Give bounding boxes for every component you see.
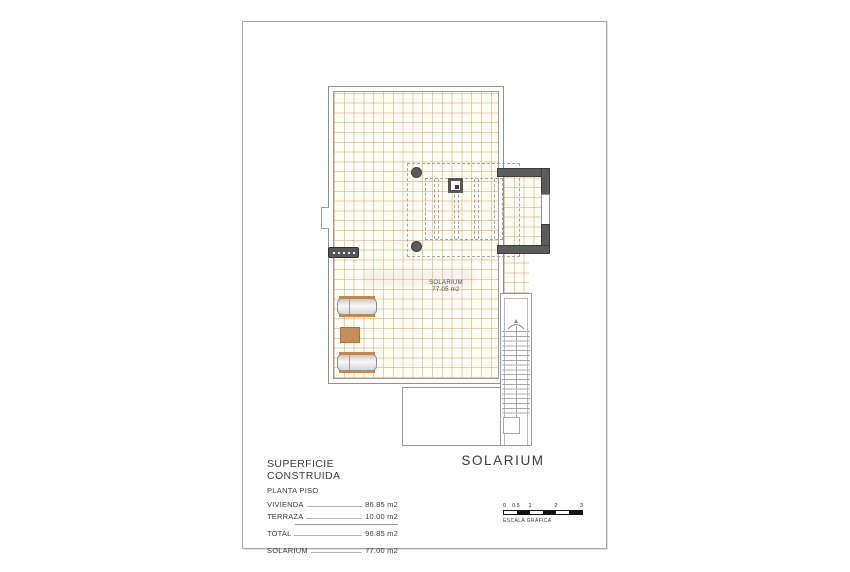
scale-bar bbox=[503, 503, 583, 524]
wall-notch bbox=[321, 207, 329, 229]
leader-line bbox=[294, 530, 362, 535]
scale-segment bbox=[569, 511, 582, 514]
stair-direction-arrow-icon bbox=[506, 318, 526, 331]
drawing-title: SOLARIUM bbox=[461, 453, 545, 468]
sum-rule bbox=[295, 524, 398, 525]
row-value: 96.85 m2 bbox=[365, 528, 398, 538]
chimney-icon bbox=[448, 178, 463, 193]
table-subtitle: PLANTA PISO bbox=[267, 486, 319, 495]
row-value: 10.00 m2 bbox=[365, 511, 398, 521]
scale-tick-labels bbox=[503, 503, 583, 510]
row-label: TOTAL bbox=[267, 528, 292, 538]
lounger-headrest-line bbox=[349, 299, 350, 314]
row-value: 86.85 m2 bbox=[365, 500, 398, 509]
scale-tick: 2 bbox=[554, 503, 558, 509]
lounger-frame-strip bbox=[339, 352, 375, 355]
sun-lounger bbox=[337, 352, 377, 373]
room-area-label bbox=[416, 280, 476, 294]
scale-tick: 0.5 bbox=[512, 503, 520, 509]
table-title: SUPERFICIE CONSTRUIDA bbox=[267, 458, 341, 482]
scale-tick: 0 bbox=[503, 503, 507, 509]
leader-line bbox=[306, 513, 362, 518]
lounger-pad bbox=[337, 298, 377, 315]
lounger-frame-strip bbox=[339, 296, 375, 299]
pergola-beam-line bbox=[434, 179, 439, 239]
scale-segment bbox=[517, 511, 530, 514]
pergola-post-icon bbox=[411, 241, 422, 252]
chimney-flue-dot bbox=[455, 185, 459, 189]
leader-line bbox=[311, 548, 362, 553]
table-row bbox=[267, 500, 398, 509]
scale-segment bbox=[504, 511, 517, 514]
lounger-pad bbox=[337, 354, 377, 371]
wall-segment-right-upper bbox=[541, 168, 550, 195]
row-label: VIVIENDA bbox=[267, 500, 304, 509]
lounger-frame-strip bbox=[339, 370, 375, 373]
sun-lounger bbox=[337, 296, 377, 317]
table-row bbox=[267, 546, 398, 555]
pergola-beam-line bbox=[474, 179, 479, 239]
staircase bbox=[500, 293, 532, 446]
room-name: SOLARIUM bbox=[429, 280, 463, 286]
lounger-frame-strip bbox=[339, 314, 375, 317]
area-table bbox=[267, 458, 398, 558]
ac-unit-slats bbox=[333, 252, 355, 254]
table-row bbox=[267, 512, 398, 521]
scale-segment bbox=[530, 511, 543, 514]
pergola-post-icon bbox=[411, 167, 422, 178]
row-label: TERRAZA bbox=[267, 511, 304, 521]
scale-bar-segments bbox=[503, 510, 583, 515]
lounger-headrest-line bbox=[349, 355, 350, 370]
scale-caption: ESCALA GRÁFICA bbox=[503, 518, 552, 524]
leader-line bbox=[307, 502, 363, 507]
wall-segment-bottom bbox=[497, 245, 550, 254]
row-value: 77.00 m2 bbox=[365, 546, 398, 555]
stair-centerline bbox=[516, 326, 517, 431]
window-opening bbox=[541, 194, 550, 225]
side-table bbox=[340, 327, 360, 343]
scale-tick: 3 bbox=[579, 503, 583, 509]
room-area: 77.05 m2 bbox=[432, 287, 460, 293]
scale-segment bbox=[556, 511, 569, 514]
scale-segment bbox=[543, 511, 556, 514]
scale-tick: 1 bbox=[528, 503, 532, 509]
table-row bbox=[267, 529, 398, 538]
ac-unit-icon bbox=[328, 247, 359, 258]
stair-landing bbox=[503, 417, 520, 434]
pergola-beam-line bbox=[494, 179, 499, 239]
row-label: SOLARIUM bbox=[267, 546, 308, 555]
